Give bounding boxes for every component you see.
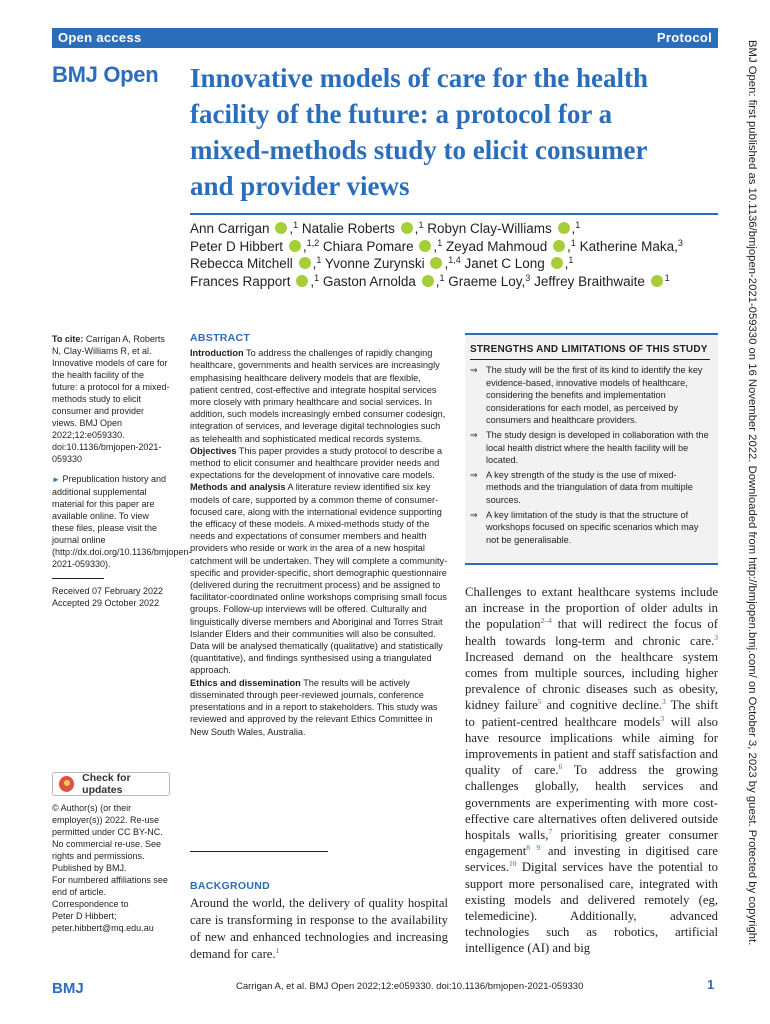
abstract-methods: [190, 481, 448, 676]
author-name[interactable]: Jeffrey Braithwaite: [534, 273, 645, 289]
cite-label: To cite:: [52, 334, 84, 344]
affiliation-ref: 1: [570, 237, 576, 248]
strength-text: A key limitation of the study is that the structure of workshops focused on specific scenarios which may not be generalisable.: [486, 509, 699, 545]
sidebar-lower: [52, 802, 170, 934]
vertical-note-text[interactable]: BMJ Open: first published as 10.1136/bmjopen-2021-059330 on 16 November 2022. Downloaded from http://bmjopen.bmj.com/ on October 3, 2023 by guest. Protected by copyright.: [746, 40, 758, 946]
header-bar: [52, 28, 718, 48]
accepted-date: Accepted 29 October 2022: [52, 598, 160, 608]
correspondence-heading: Correspondence to: [52, 899, 129, 909]
vertical-download-note: [740, 40, 760, 980]
orcid-icon[interactable]: [401, 222, 413, 234]
author-line: Ann Carrigan ,$^1$ Natalie Roberts ,$^1$ Robyn Clay-Williams ,$^1$: [190, 220, 581, 236]
title-divider: [190, 213, 718, 215]
strengths-heading: STRENGTHS AND LIMITATIONS OF THIS STUDY: [470, 344, 708, 355]
reference-link[interactable]: 6: [558, 762, 563, 772]
orcid-icon[interactable]: [551, 257, 563, 269]
author-name[interactable]: Chiara Pomare: [322, 238, 414, 254]
article-sidebar: [52, 333, 192, 617]
objectives-label: Objectives: [190, 445, 237, 456]
strength-item: [470, 364, 710, 427]
title-line: Innovative models of care for the health: [190, 63, 648, 93]
orcid-icon[interactable]: [558, 222, 570, 234]
reference-link[interactable]: 2–4: [540, 616, 552, 626]
affiliation-ref: 1: [316, 255, 322, 265]
orcid-icon[interactable]: [296, 275, 308, 287]
body-text: Increased demand on the healthcare system comes from multiple sources, including higher prevalence of chronic diseases such as obesity, kidney failure: [465, 649, 718, 713]
affiliation-ref: 1,2: [306, 237, 320, 248]
correspondence-email[interactable]: peter.hibbert@mq.edu.au: [52, 923, 154, 933]
orcid-icon[interactable]: [430, 257, 442, 269]
affiliation-ref: 1: [575, 220, 581, 230]
body-text: Challenges to extant healthcare systems include an increase in the proportion of older adults in the population: [465, 585, 718, 632]
methods-text: A literature review identified six key models of care, supported by a common theme of consumer-focused care, along with the international evidence supporting the efficacy of these models. A mixed-methods study of the needs and expectations of consumer members and health providers who reside or work in the area of a new hospital catchment will be undertaken. They will complete a community-specific and provider-specific, short demographic questionnaire (delivered during the recruitment process) and be assigned to facilitator-coordinated online workshops comprising small focus groups. Follow-up interviews will be offered. Culturally and linguistically diverse members and Aboriginal and Torres Strait Islander Elders and their communities will also be consulted. Data will be analysed thematically (qualitative) and statistically (quantitative), and findings synthesised using a triangulated approach.: [190, 482, 448, 676]
cite-text: Carrigan A, Roberts N, Clay-Williams R, et al. Innovative models of care for the health facility of the future: a protocol for a mixed-methods study to elicit consumer and provider views. BMJ Open 2022;12:e059330. doi:10.1136/bmjopen-2021-059330: [52, 334, 170, 464]
triangle-icon: ►: [52, 475, 60, 484]
author-name[interactable]: Frances Rapport: [190, 273, 291, 289]
body-text: prioritising greater consumer engagement: [465, 828, 718, 859]
body-text: To address the growing challenges globally, health services and governments are experimenting with more cost-effective care alternatives often delivered outside hospitals walls,: [465, 763, 718, 843]
correspondence-name: Peter D Hibbert;: [52, 911, 117, 921]
strength-item: [470, 509, 710, 547]
open-access-label: Open access: [58, 30, 142, 45]
affiliation-ref: 1: [568, 255, 574, 265]
author-name[interactable]: Rebecca Mitchell: [190, 256, 293, 271]
author-line: Rebecca Mitchell ,$^1$ Yvonne Zurynski ,$^{1,4}$ Janet C Long ,$^1$: [190, 255, 574, 271]
reference-link[interactable]: 5: [537, 697, 542, 707]
intro-label: Introduction: [190, 348, 244, 359]
author-line: Peter D Hibbert ,$^{1,2}$ Chiara Pomare ,$^1$ Zeyad Mahmoud ,$^1$ Katherine Maka,$^3$: [190, 237, 683, 254]
author-name[interactable]: Zeyad Mahmoud: [445, 238, 548, 254]
check-updates-label: Check for updates: [82, 772, 131, 796]
copyright-text: © Author(s) (or their employer(s)) 2022. Re-use permitted under CC BY-NC. No commercial re-use. See rights and permissions. Published by BMJ.: [52, 803, 163, 873]
dates-block: [52, 585, 170, 609]
background-text: [190, 895, 448, 963]
strengths-divider: [470, 359, 710, 360]
abstract-ethics: [190, 677, 448, 738]
affiliation-ref: 3: [525, 272, 531, 283]
affiliation-ref: 1: [293, 220, 299, 230]
body-text: and cognitive decline.: [541, 698, 663, 713]
objectives-text: This paper provides a study protocol to describe a method to elicit consumer and healthcare provider needs and expectations for the development of innovative care models.: [190, 445, 443, 481]
strength-item: [470, 469, 710, 507]
author-line: Frances Rapport ,$^1$ Gaston Arnolda ,$^1$ Graeme Loy,$^3$ Jeffrey Braithwaite $^1$: [190, 272, 670, 289]
footer-citation: Carrigan A, et al. BMJ Open 2022;12:e059330. doi:10.1136/bmjopen-2021-059330: [236, 981, 584, 992]
orcid-icon[interactable]: [553, 240, 565, 252]
affiliation-note: For numbered affiliations see end of article.: [52, 875, 168, 897]
abstract-divider: [190, 851, 328, 852]
implies-arrow-icon: ⇒: [470, 509, 478, 520]
affiliation-ref: 1: [314, 272, 320, 283]
reference-link[interactable]: 7: [548, 827, 553, 837]
implies-arrow-icon: ⇒: [470, 365, 478, 375]
implies-arrow-icon: ⇒: [470, 469, 478, 480]
ethics-label: Ethics and dissemination: [190, 677, 301, 688]
prepub-block: [52, 473, 192, 570]
reference-link[interactable]: 10: [509, 859, 517, 869]
article-type-label: Protocol: [656, 30, 712, 45]
affiliation-ref: 1: [437, 237, 443, 248]
orcid-icon[interactable]: [275, 222, 287, 234]
body-text: that will redirect the focus of health towards long-term and chronic care.: [465, 617, 718, 648]
received-date: Received 07 February 2022: [52, 586, 164, 596]
title-line: facility of the future: a protocol for a: [190, 99, 613, 129]
author-name[interactable]: Natalie Roberts: [301, 221, 395, 236]
footer-logo: BMJ: [52, 980, 84, 997]
reference-link[interactable]: 3: [662, 697, 666, 707]
affiliation-ref: 3: [677, 237, 683, 248]
reference-link[interactable]: 8 9: [526, 843, 541, 853]
affiliation-ref: 1: [439, 272, 445, 283]
affiliation-ref: 1: [418, 220, 424, 230]
page-number: 1: [707, 977, 715, 992]
author-name[interactable]: Ann Carrigan: [190, 221, 270, 236]
author-name[interactable]: Yvonne Zurynski: [324, 256, 425, 271]
author-name[interactable]: Graeme Loy,: [448, 273, 526, 289]
author-name[interactable]: Peter D Hibbert: [190, 238, 284, 254]
body-text: and investing in digitised care services.: [465, 844, 719, 875]
author-name[interactable]: Robyn Clay-Williams: [427, 221, 552, 236]
author-name[interactable]: Gaston Arnolda: [322, 273, 416, 289]
body-text: will also have resource implications while aiming for improvements in patient and staff satisfaction and quality of care.: [465, 714, 718, 778]
reference-link[interactable]: 3: [660, 713, 665, 723]
body-text-column: [465, 584, 718, 957]
journal-logo: BMJ Open: [52, 62, 159, 87]
orcid-icon[interactable]: [422, 275, 434, 287]
implies-arrow-icon: ⇒: [470, 429, 478, 440]
author-name[interactable]: Katherine Maka,: [579, 238, 678, 254]
orcid-icon[interactable]: [299, 257, 311, 269]
orcid-icon[interactable]: [651, 275, 663, 287]
article-title: [190, 60, 718, 204]
author-name[interactable]: Janet C Long: [464, 256, 545, 271]
methods-label: Methods and analysis: [190, 482, 286, 493]
affiliation-ref: 1,4: [448, 255, 461, 265]
intro-text: To address the challenges of rapidly changing healthcare, governments and health services are increasingly emphasising healthcare delivery models that are flexible, patient centred, cost-effective and integrate hospital services more closely with primary healthcare and social services. In addition, such models increasingly embed consumer codesign, integration of services, and leverage digital technologies such as telehealth and sophisticated medical records systems.: [190, 348, 446, 444]
body-text: Digital services have the potential to support more personalised care, integrated with existing models and delivered remotely (eg, telemedicine). Additionally, advanced technologies such as robotics, artificial intelligence (AI) and big: [465, 860, 718, 956]
affiliation-ref: 1: [664, 272, 670, 283]
reference-link[interactable]: 1: [275, 946, 280, 955]
check-for-updates-button[interactable]: [52, 772, 170, 796]
author-list: [190, 220, 730, 290]
prepub-text[interactable]: Prepublication history and additional supplemental material for this paper are available online. To view these files, please visit the journal online (http://dx.doi.org/10.1136/bmjopen-2021-059330).: [52, 474, 192, 569]
strength-text: The study will be the first of its kind to identify the key evidence-based, innovative models of healthcare, considering the benefits and implementation considerations for each model, as perceived by consumers and healthcare providers.: [486, 365, 703, 426]
abstract: [190, 332, 448, 738]
title-line: and provider views: [190, 171, 410, 201]
ethics-text: The results will be actively disseminated through peer-reviewed journals, conference presentations and in a report to stakeholders. This study was reviewed and approved by the relevant Ethics Committee in New South Wales, Australia.: [190, 677, 438, 737]
background-heading: BACKGROUND: [190, 880, 270, 892]
orcid-icon[interactable]: [419, 240, 431, 252]
abstract-objectives: [190, 445, 448, 482]
reference-link[interactable]: 3: [714, 632, 718, 642]
strength-text: The study design is developed in collaboration with the local health district where the health facility will be located.: [486, 429, 709, 466]
check-updates-icon: [59, 776, 74, 792]
abstract-heading: ABSTRACT: [190, 332, 251, 344]
title-line: mixed-methods study to elicit consumer: [190, 135, 648, 165]
strength-item: [470, 429, 710, 467]
strengths-box: [465, 333, 718, 565]
background-paragraph: Around the world, the delivery of quality hospital care is transforming in response to the availability of new and enhanced technologies and increasing demand for care.: [190, 896, 448, 961]
orcid-icon[interactable]: [289, 240, 301, 252]
citation-block: [52, 333, 170, 465]
sidebar-divider: [52, 578, 104, 579]
abstract-introduction: [190, 347, 448, 445]
body-text: The shift to patient-centred healthcare models: [465, 698, 718, 729]
strength-text: A key strength of the study is the use of mixed-methods and the triangulation of data from multiple sources.: [486, 469, 693, 505]
